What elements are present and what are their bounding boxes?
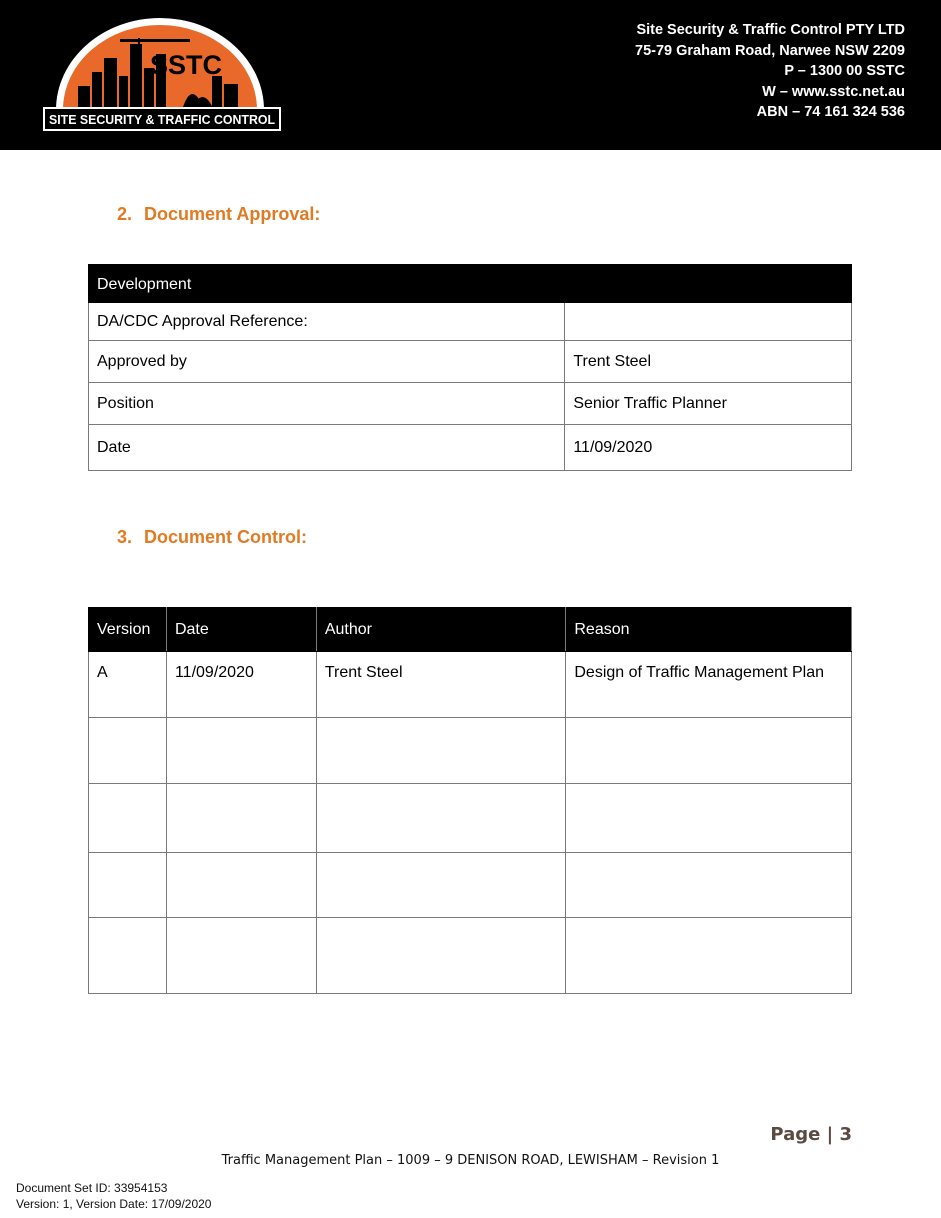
version-cell: A — [89, 652, 167, 718]
section-heading-approval — [117, 204, 320, 225]
company-website: W – www.sstc.net.au — [762, 83, 905, 100]
table-row — [89, 853, 852, 918]
page-number: Page | 3 — [770, 1124, 852, 1145]
approval-label-cell: DA/CDC Approval Reference: — [89, 303, 565, 341]
company-abn: ABN – 74 161 324 536 — [756, 104, 905, 120]
version-cell — [89, 853, 167, 918]
reason-cell — [566, 918, 852, 994]
version-cell — [89, 918, 167, 994]
approval-label-cell: Position — [89, 383, 565, 425]
company-address: 75-79 Graham Road, Narwee NSW 2209 — [635, 42, 905, 59]
author-cell — [316, 853, 566, 918]
reason-cell — [566, 853, 852, 918]
column-header-date: Date — [166, 608, 316, 652]
table-row — [89, 718, 852, 784]
date-cell — [166, 784, 316, 853]
document-set-info — [16, 1180, 211, 1212]
approval-label-cell: Approved by — [89, 341, 565, 383]
table-row — [89, 425, 852, 471]
table-row — [89, 918, 852, 994]
version-cell — [89, 784, 167, 853]
approval-table — [88, 264, 852, 471]
table-row — [89, 303, 852, 341]
control-table-header — [89, 608, 852, 652]
document-version: Version: 1, Version Date: 17/09/2020 — [16, 1197, 212, 1211]
approval-label-cell: Date — [89, 425, 565, 471]
approval-value-cell: 11/09/2020 — [565, 425, 852, 471]
company-name: Site Security & Traffic Control PTY LTD — [636, 22, 905, 38]
author-cell — [316, 718, 566, 784]
logo-banner-text: SITE SECURITY & TRAFFIC CONTROL — [49, 112, 276, 127]
table-row — [89, 383, 852, 425]
version-cell — [89, 718, 167, 784]
date-cell — [166, 718, 316, 784]
company-details — [635, 20, 905, 123]
reason-cell — [566, 784, 852, 853]
approval-header-cell: Development — [89, 265, 852, 303]
reason-cell — [566, 718, 852, 784]
date-cell — [166, 918, 316, 994]
reason-cell: Design of Traffic Management Plan — [566, 652, 852, 718]
approval-value-cell — [565, 303, 852, 341]
author-cell — [316, 784, 566, 853]
page-header — [0, 0, 941, 150]
table-row — [89, 652, 852, 718]
logo-mark-text: SSTC — [150, 50, 223, 80]
author-cell: Trent Steel — [316, 652, 566, 718]
table-row — [89, 784, 852, 853]
author-cell — [316, 918, 566, 994]
document-set-id: Document Set ID: 33954153 — [16, 1181, 168, 1195]
approval-value-cell: Senior Traffic Planner — [565, 383, 852, 425]
date-cell — [166, 853, 316, 918]
table-row — [89, 341, 852, 383]
section-number: 3. — [117, 527, 133, 547]
document-control-table — [88, 607, 852, 994]
approval-value-cell: Trent Steel — [565, 341, 852, 383]
column-header-reason: Reason — [566, 608, 852, 652]
company-phone: P – 1300 00 SSTC — [784, 63, 905, 79]
footer-text: Traffic Management Plan – 1009 – 9 DENISON ROAD, LEWISHAM – Revision 1 — [221, 1153, 720, 1168]
section-title: Document Control: — [144, 527, 307, 547]
approval-table-header — [89, 265, 852, 303]
section-heading-control — [117, 527, 307, 548]
section-number: 2. — [117, 204, 133, 224]
column-header-author: Author — [316, 608, 566, 652]
date-cell: 11/09/2020 — [166, 652, 316, 718]
column-header-version: Version — [89, 608, 167, 652]
sstc-logo — [42, 14, 282, 132]
section-title: Document Approval: — [144, 204, 321, 224]
